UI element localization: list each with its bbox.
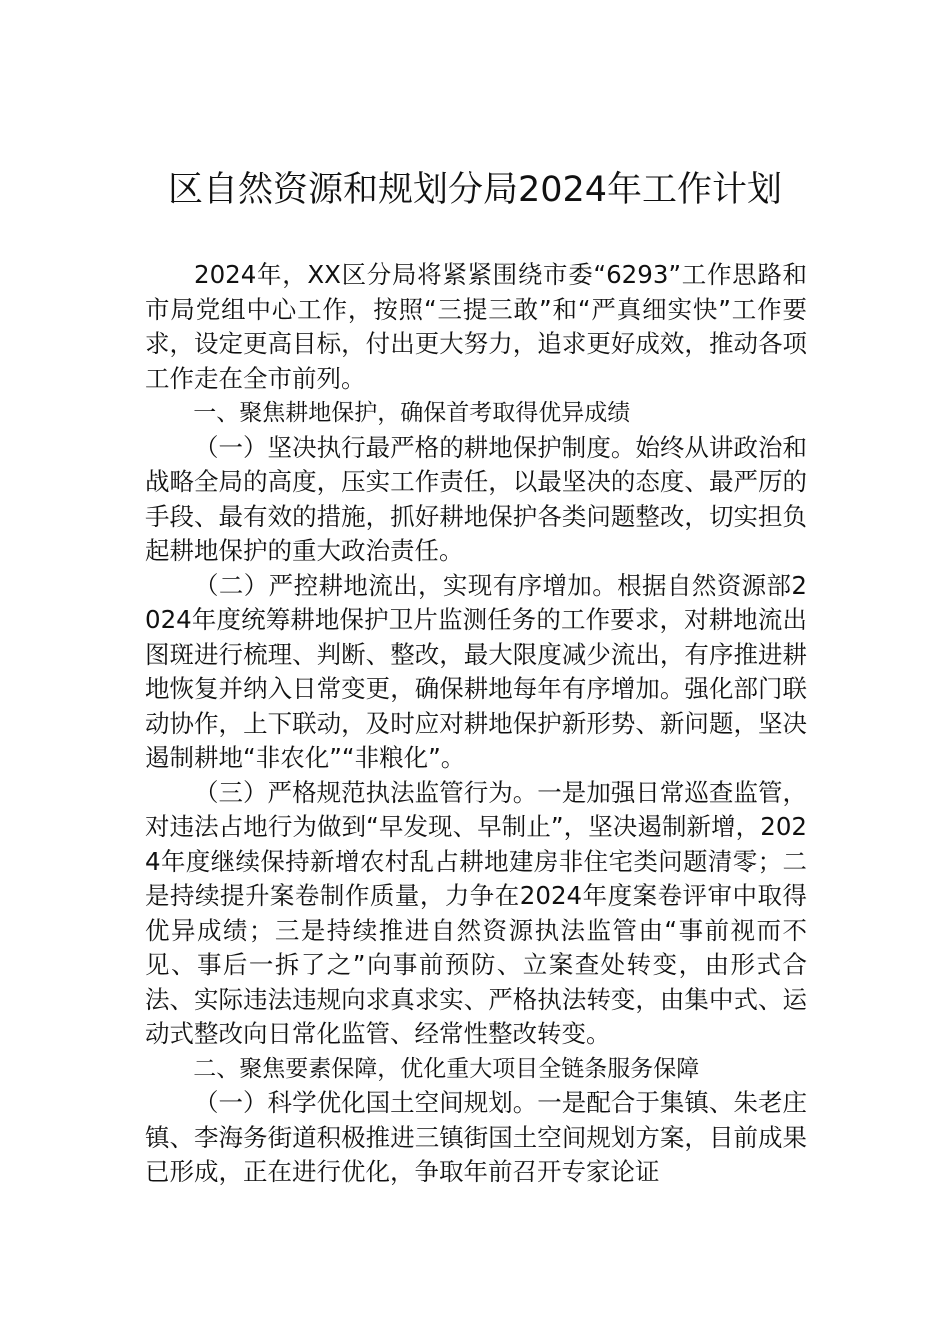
section-2-item-1: （一）科学优化国土空间规划。一是配合于集镇、朱老庄镇、李海务街道积极推进三镇街国土空间规划方案，目前成果已形成，正在进行优化，争取年前召开专家论证 — [145, 1088, 807, 1186]
intro-paragraph: 2024年，XX区分局将紧紧围绕市委“6293”工作思路和市局党组中心工作，按照“三提三敢”和“严真细实快”工作要求，设定更高目标，付出更大努力，追求更好成效，推动各项工作走在全市前列。 — [145, 260, 807, 393]
document-body — [145, 258, 807, 1190]
section-1-item-1: （一）坚决执行最严格的耕地保护制度。始终从讲政治和战略全局的高度，压实工作责任，以最坚决的态度、最严厉的手段、最有效的措施，抓好耕地保护各类问题整改，切实担负起耕地保护的重大政治责任。 — [145, 432, 807, 565]
section-heading-1: 一、聚焦耕地保护，确保首考取得优异成绩 — [193, 400, 631, 426]
section-1-item-2: （二）严控耕地流出，实现有序增加。根据自然资源部2024年度统筹耕地保护卫片监测任务的工作要求，对耕地流出图斑进行梳理、判断、整改，最大限度减少流出，有序推进耕地恢复并纳入日常变更，确保耕地每年有序增加。强化部门联动协作，上下联动，及时应对耕地保护新形势、新问题，坚决遏制耕地“非农化”“非粮化”。 — [145, 570, 807, 772]
section-1-item-3: （三）严格规范执法监管行为。一是加强日常巡查监管，对违法占地行为做到“早发现、早制止”，坚决遏制新增，2024年度继续保持新增农村乱占耕地建房非住宅类问题清零；二是持续提升案卷制作质量，力争在2024年度案卷评审中取得优异成绩；三是持续推进自然资源执法监管由“事前视而不见、事后一拆了之”向事前预防、立案查处转变，由形式合法、实际违法违规向求真求实、严格执法转变，由集中式、运动式整改向日常化监管、经常性整改转变。 — [145, 777, 807, 1048]
document-title: 区自然资源和规划分局2024年工作计划 — [167, 170, 783, 210]
section-heading-2: 二、聚焦要素保障，优化重大项目全链条服务保障 — [193, 1055, 700, 1082]
